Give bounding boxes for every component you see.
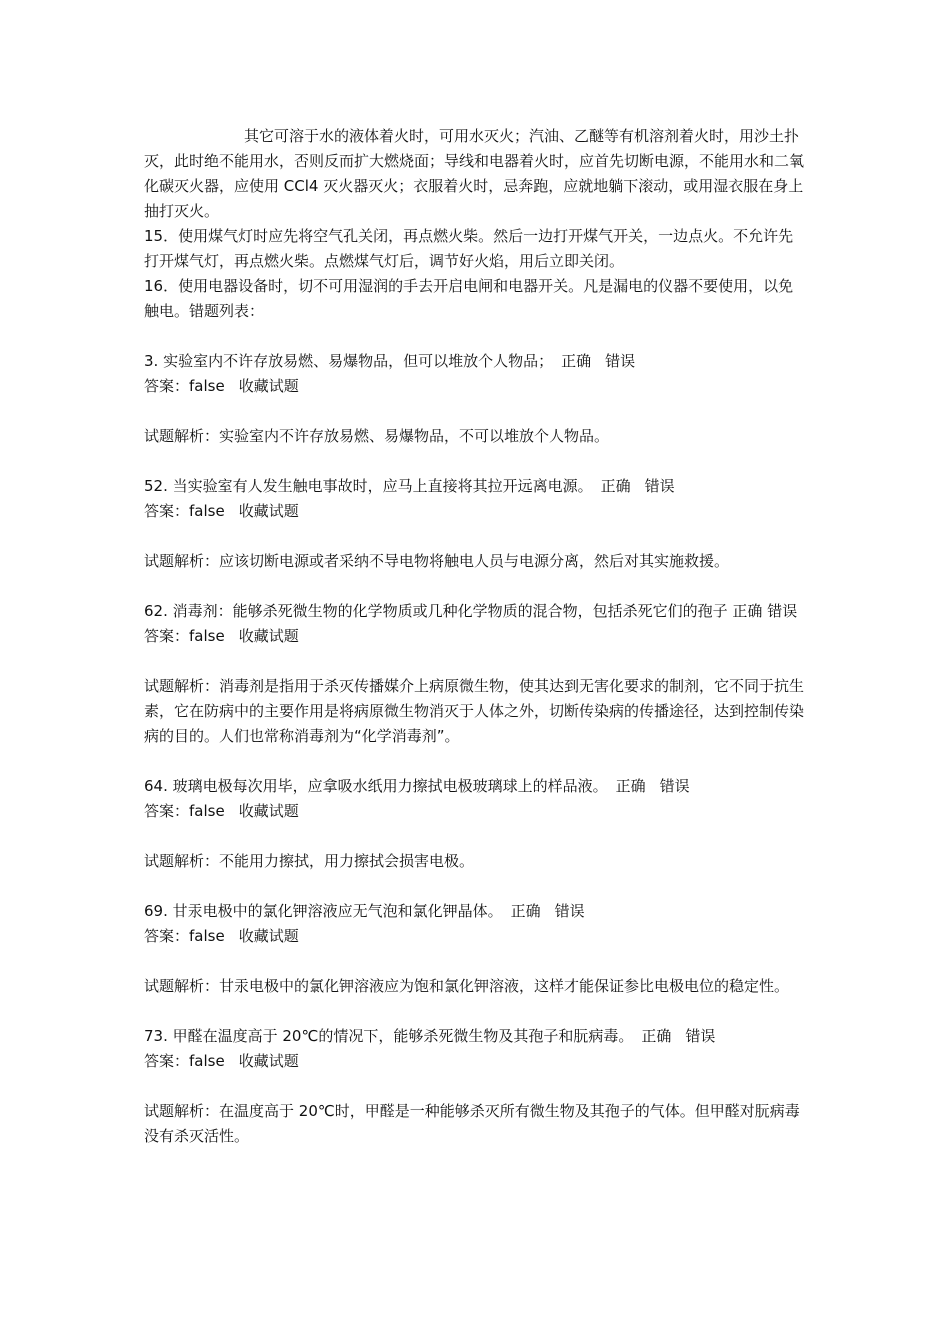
question-text: 62. 消毒剂：能够杀死微生物的化学物质或几种化学物质的混合物，包括杀死它们的孢子 xyxy=(144,602,728,620)
analysis-line xyxy=(144,1099,806,1149)
option-correct[interactable]: 正确 xyxy=(600,477,631,495)
question-block xyxy=(144,899,806,1024)
answer-value: false xyxy=(189,502,225,520)
analysis-line xyxy=(144,549,806,574)
answer-line xyxy=(144,924,806,949)
question-block xyxy=(144,774,806,899)
answer-value: false xyxy=(189,802,225,820)
analysis-line xyxy=(144,424,806,449)
answer-label: 答案： xyxy=(144,502,190,520)
question-line xyxy=(144,899,806,924)
analysis-line xyxy=(144,674,806,749)
answer-line xyxy=(144,1049,806,1074)
option-wrong[interactable]: 错误 xyxy=(644,477,675,495)
question-line xyxy=(144,599,806,624)
question-line xyxy=(144,474,806,499)
document-content xyxy=(144,124,806,1149)
option-correct[interactable]: 正确 xyxy=(561,352,592,370)
answer-value: false xyxy=(189,627,225,645)
favorite-link[interactable]: 收藏试题 xyxy=(238,927,299,945)
answer-label: 答案： xyxy=(144,802,190,820)
question-line xyxy=(144,774,806,799)
favorite-link[interactable]: 收藏试题 xyxy=(238,1052,299,1070)
option-wrong[interactable]: 错误 xyxy=(554,902,585,920)
analysis-line xyxy=(144,974,806,999)
option-correct[interactable]: 正确 xyxy=(510,902,541,920)
answer-line xyxy=(144,499,806,524)
question-block xyxy=(144,1024,806,1149)
question-block xyxy=(144,599,806,774)
option-wrong[interactable]: 错误 xyxy=(605,352,636,370)
analysis-label: 试题解析： xyxy=(144,552,220,570)
option-correct[interactable]: 正确 xyxy=(615,777,646,795)
question-text: 64. 玻璃电极每次用毕，应拿吸水纸用力擦拭电极玻璃球上的样品液。 xyxy=(144,777,608,795)
analysis-line xyxy=(144,849,806,874)
fire-safety-paragraph: 其它可溶于水的液体着火时，可用水灭火；汽油、乙醚等有机溶剂着火时，用沙土扑灭，此时绝不能用水，否则反而扩大燃烧面；导线和电器着火时，应首先切断电源，不能用水和二氧化碳灭火器，应使用 CCl4 灭火器灭火；衣服着火时，忌奔跑，应就地躺下滚动，或用湿衣服在身上抽打灭火。 xyxy=(144,127,805,220)
option-correct[interactable]: 正确 xyxy=(732,602,763,620)
option-wrong[interactable]: 错误 xyxy=(767,602,798,620)
rule-16: 16．使用电器设备时，切不可用湿润的手去开启电闸和电器开关。凡是漏电的仪器不要使用，以免触电。错题列表： xyxy=(144,277,794,320)
favorite-link[interactable]: 收藏试题 xyxy=(238,502,299,520)
analysis-label: 试题解析： xyxy=(144,427,220,445)
question-line xyxy=(144,349,806,374)
analysis-text: 应该切断电源或者采纳不导电物将触电人员与电源分离，然后对其实施救援。 xyxy=(219,552,730,570)
analysis-label: 试题解析： xyxy=(144,677,220,695)
analysis-text: 消毒剂是指用于杀灭传播媒介上病原微生物，使其达到无害化要求的制剂，它不同于抗生素，它在防病中的主要作用是将病原微生物消灭于人体之外，切断传染病的传播途径，达到控制传染病的目的。人们也常称消毒剂为“化学消毒剂”。 xyxy=(144,677,805,745)
answer-label: 答案： xyxy=(144,377,190,395)
answer-value: false xyxy=(189,377,225,395)
question-text: 73. 甲醛在温度高于 20℃的情况下，能够杀死微生物及其孢子和朊病毒。 xyxy=(144,1027,634,1045)
analysis-text: 在温度高于 20℃时，甲醛是一种能够杀灭所有微生物及其孢子的气体。但甲醛对朊病毒没有杀灭活性。 xyxy=(144,1102,800,1145)
analysis-label: 试题解析： xyxy=(144,1102,220,1120)
favorite-link[interactable]: 收藏试题 xyxy=(238,802,299,820)
answer-line xyxy=(144,799,806,824)
question-line xyxy=(144,1024,806,1049)
favorite-link[interactable]: 收藏试题 xyxy=(238,627,299,645)
answer-line xyxy=(144,374,806,399)
question-block xyxy=(144,474,806,599)
question-text: 52. 当实验室有人发生触电事故时，应马上直接将其拉开远离电源。 xyxy=(144,477,593,495)
question-text: 69. 甘汞电极中的氯化钾溶液应无气泡和氯化钾晶体。 xyxy=(144,902,503,920)
answer-line xyxy=(144,624,806,649)
rule-15: 15．使用煤气灯时应先将空气孔关闭，再点燃火柴。然后一边打开煤气开关，一边点火。不允许先打开煤气灯，再点燃火柴。点燃煤气灯后，调节好火焰，用后立即关闭。 xyxy=(144,227,794,270)
answer-label: 答案： xyxy=(144,927,190,945)
analysis-text: 不能用力擦拭，用力擦拭会损害电极。 xyxy=(219,852,475,870)
answer-label: 答案： xyxy=(144,1052,190,1070)
favorite-link[interactable]: 收藏试题 xyxy=(238,377,299,395)
option-wrong[interactable]: 错误 xyxy=(659,777,690,795)
option-wrong[interactable]: 错误 xyxy=(685,1027,716,1045)
analysis-text: 甘汞电极中的氯化钾溶液应为饱和氯化钾溶液，这样才能保证参比电极电位的稳定性。 xyxy=(219,977,790,995)
question-block xyxy=(144,349,806,474)
answer-value: false xyxy=(189,1052,225,1070)
question-text: 3. 实验室内不许存放易燃、易爆物品，但可以堆放个人物品； xyxy=(144,352,554,370)
analysis-text: 实验室内不许存放易燃、易爆物品，不可以堆放个人物品。 xyxy=(219,427,610,445)
answer-label: 答案： xyxy=(144,627,190,645)
option-correct[interactable]: 正确 xyxy=(641,1027,672,1045)
analysis-label: 试题解析： xyxy=(144,852,220,870)
answer-value: false xyxy=(189,927,225,945)
analysis-label: 试题解析： xyxy=(144,977,220,995)
